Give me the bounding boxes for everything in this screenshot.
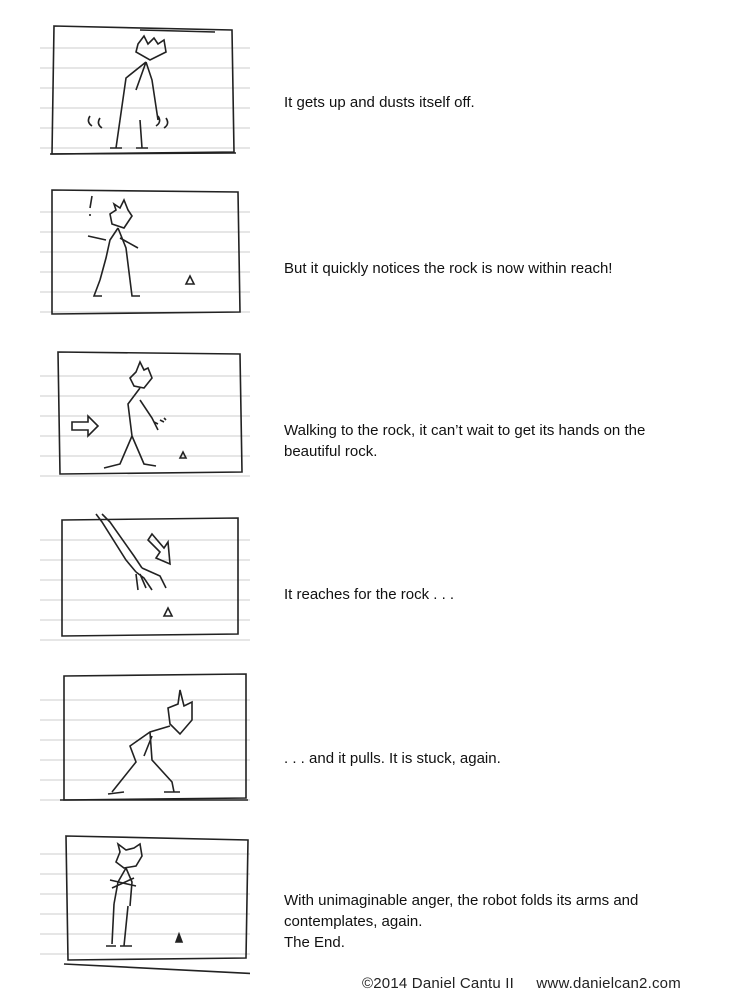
panel-caption-5 bbox=[284, 748, 704, 769]
footer-credit bbox=[362, 975, 681, 992]
storyboard-row-3 bbox=[0, 348, 750, 498]
storyboard-panel-3 bbox=[40, 348, 250, 498]
sketch-robot-walking bbox=[40, 348, 250, 498]
caption-line: beautiful rock. bbox=[284, 443, 378, 460]
caption-line: It reaches for the rock . . . bbox=[284, 586, 455, 603]
caption-line: The End. bbox=[284, 934, 345, 951]
caption-line: It gets up and dusts itself off. bbox=[284, 94, 475, 111]
storyboard-row-1 bbox=[0, 20, 750, 170]
storyboard-panel-4 bbox=[40, 512, 250, 662]
panel-caption-1 bbox=[284, 92, 704, 113]
sketch-robot-arms-folded bbox=[40, 826, 250, 976]
panel-caption-4 bbox=[284, 584, 704, 605]
storyboard-panel-1 bbox=[40, 20, 250, 170]
storyboard-panel-2 bbox=[40, 184, 250, 334]
storyboard-row-6 bbox=[0, 826, 750, 976]
sketch-hand-reaching-for-rock bbox=[40, 512, 250, 662]
sketch-robot-noticing-rock bbox=[40, 184, 250, 334]
caption-line: With unimaginable anger, the robot folds its arms and bbox=[284, 892, 639, 909]
panel-caption-6 bbox=[284, 890, 704, 953]
panel-caption-3 bbox=[284, 420, 704, 462]
panel-caption-2 bbox=[284, 258, 704, 279]
storyboard-panel-5 bbox=[40, 672, 250, 822]
sketch-robot-standing bbox=[40, 20, 250, 170]
sketch-robot-pulling-rock bbox=[40, 672, 250, 822]
storyboard-panel-6 bbox=[40, 826, 250, 976]
storyboard-row-2 bbox=[0, 184, 750, 334]
website-link[interactable]: www.danielcan2.com bbox=[536, 975, 681, 992]
storyboard-row-4 bbox=[0, 512, 750, 662]
copyright-text: ©2014 Daniel Cantu II bbox=[362, 975, 515, 992]
caption-line: contemplates, again. bbox=[284, 913, 423, 930]
caption-line: . . . and it pulls. It is stuck, again. bbox=[284, 750, 501, 767]
caption-line: Walking to the rock, it can’t wait to get its hands on the bbox=[284, 422, 646, 439]
storyboard-row-5 bbox=[0, 672, 750, 822]
caption-line: But it quickly notices the rock is now within reach! bbox=[284, 260, 613, 277]
